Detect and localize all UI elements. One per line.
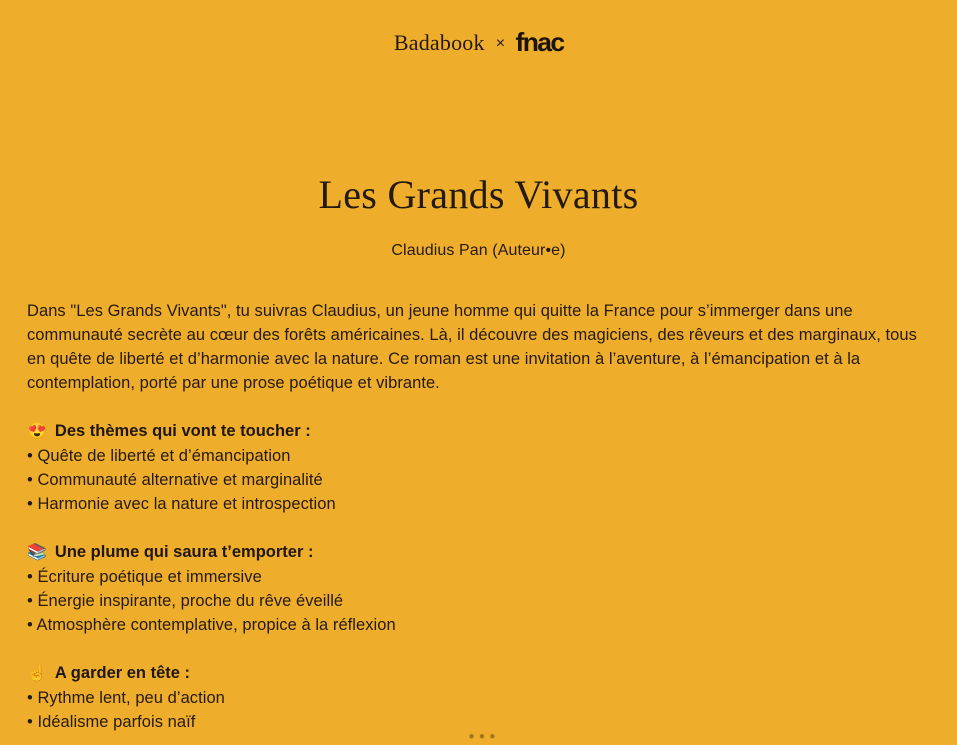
section-writing-style-heading <box>27 540 937 565</box>
book-author: Claudius Pan (Auteur•e) <box>391 242 566 259</box>
book-description <box>27 299 937 734</box>
badabook-wordmark: Badabook <box>393 30 485 55</box>
title-block <box>0 172 957 260</box>
section-writing-style-list <box>27 565 937 637</box>
books-icon: 📚 <box>27 544 47 561</box>
cross-separator-icon: × <box>495 35 506 52</box>
list-item: • Rythme lent, peu d’action <box>27 689 225 707</box>
section-keep-in-mind-heading-label: A garder en tête : <box>54 664 191 682</box>
book-title: Les Grands Vivants <box>318 172 639 217</box>
book-synopsis: Dans "Les Grands Vivants", tu suivras Claudius, un jeune homme qui quitte la France pour s’immerger dans une communauté secrète au cœur des forêts américaines. Là, il découvre des magiciens, des rêveurs et des marginaux, tous en quête de liberté et d’harmonie avec la nature. Ce roman est une invitation à l’aventure, à l’émancipation et à la contemplation, porté par une prose poétique et vibrante. <box>27 302 917 392</box>
section-themes-heading <box>27 419 937 444</box>
section-themes-list <box>27 444 937 516</box>
section-writing-style-heading-label: Une plume qui saura t’emporter : <box>54 543 314 561</box>
clipped-bottom-line: • • • <box>468 734 496 745</box>
list-item: • Communauté alternative et marginalité <box>27 471 323 489</box>
list-item: • Quête de liberté et d’émancipation <box>27 447 291 465</box>
index-pointing-up-icon: ☝ <box>27 665 47 682</box>
section-themes-heading-label: Des thèmes qui vont te toucher : <box>54 422 311 440</box>
section-keep-in-mind-heading <box>27 661 937 686</box>
clipped-bottom-content <box>27 734 937 745</box>
smiling-face-with-heart-eyes-icon: 😍 <box>27 423 47 440</box>
list-item: • Atmosphère contemplative, propice à la réflexion <box>27 616 396 634</box>
list-item: • Énergie inspirante, proche du rêve éveillé <box>27 592 344 610</box>
brand-lockup <box>393 27 564 57</box>
list-item: • Idéalisme parfois naïf <box>27 713 196 731</box>
list-item: • Écriture poétique et immersive <box>27 568 262 586</box>
section-themes <box>27 419 937 516</box>
section-keep-in-mind-list <box>27 686 937 734</box>
fnac-logo: fnac <box>515 27 564 57</box>
section-writing-style <box>27 540 937 637</box>
brand-header <box>0 0 957 110</box>
section-keep-in-mind <box>27 661 937 734</box>
list-item: • Harmonie avec la nature et introspection <box>27 495 336 513</box>
